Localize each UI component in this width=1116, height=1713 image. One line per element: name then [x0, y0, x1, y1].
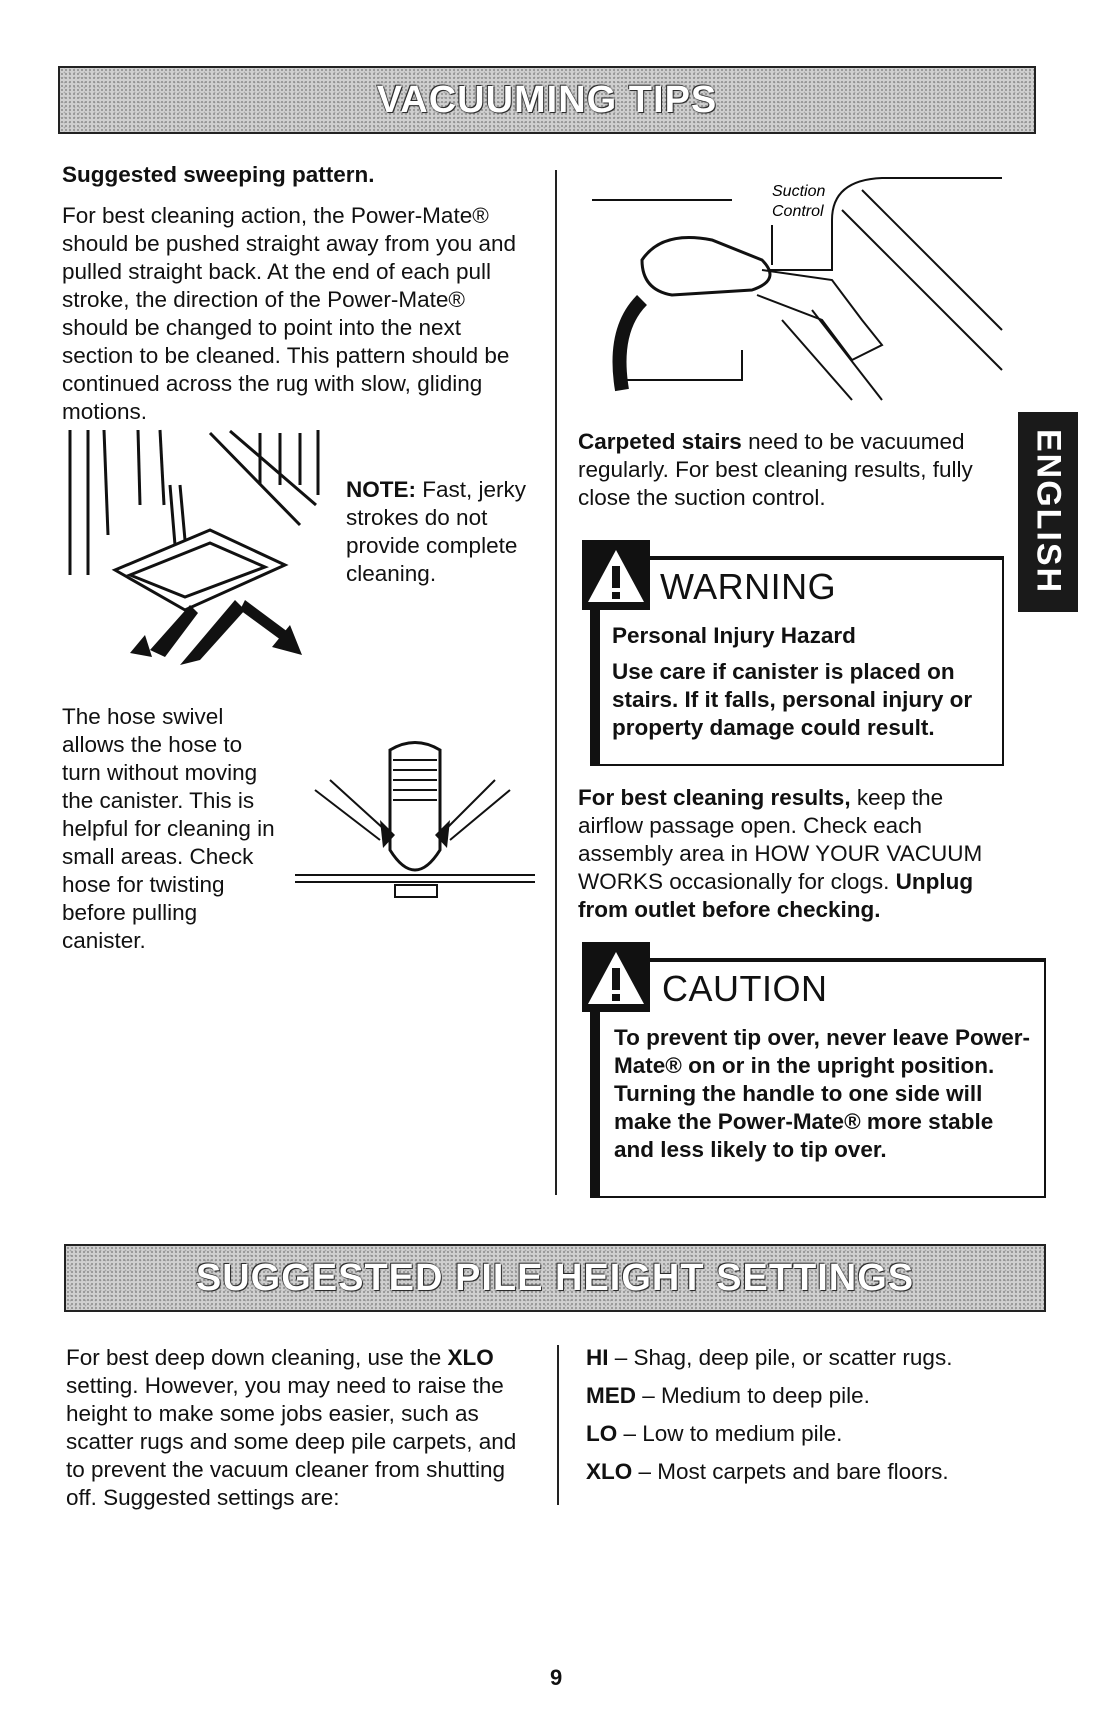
suction-control-illustration — [582, 170, 1012, 410]
banner-vacuuming-tips — [58, 66, 1036, 134]
stairs-bold: Carpeted stairs — [578, 429, 742, 454]
swivel-text: The hose swivel allows the hose to turn without moving the canister. This is helpful for cleaning in small areas. Check hose for twisting before pulling canister. — [62, 704, 275, 953]
setting-key: LO — [586, 1421, 618, 1446]
pile-intro-xlo: XLO — [447, 1345, 494, 1370]
setting-desc: – Low to medium pile. — [617, 1421, 843, 1446]
language-tab — [1018, 412, 1078, 612]
warning-leftbar — [590, 600, 600, 766]
pile-intro-c: setting. However, you may need to raise the height to make some jobs easier, such as scatter rugs and some deep pile carpets, and to prevent the vacuum cleaner from shutting off. Suggested settings are: — [66, 1373, 517, 1510]
hose-swivel-illustration — [295, 730, 535, 910]
setting-desc: – Most carpets and bare floors. — [632, 1459, 949, 1484]
warning-subtitle: Personal Injury Hazard — [612, 623, 856, 648]
sweeping-body: For best cleaning action, the Power-Mate® should be pushed straight away from you and pulled straight back. At the end of each pull stroke, the direction of the Power-Mate® should be changed to point into the next section to be cleaned. This pattern should be continued across the rug with slow, gliding motions. — [62, 203, 517, 424]
setting-desc: – Medium to deep pile. — [636, 1383, 870, 1408]
caution-text: To prevent tip over, never leave Power-Mate® on or in the upright position. Turning the handle to one side will make the Power-Mate® more stable and less likely to tip over. — [614, 1025, 1030, 1162]
bottom-column-divider — [557, 1345, 559, 1505]
warning-triangle-icon — [582, 540, 650, 610]
note-label: NOTE: — [346, 477, 416, 502]
language-tab-label: ENGLISH — [1029, 429, 1068, 595]
pile-setting-xlo — [586, 1458, 1016, 1486]
pile-setting-lo — [586, 1420, 1016, 1448]
setting-key: MED — [586, 1383, 636, 1408]
banner-pile-title: SUGGESTED PILE HEIGHT SETTINGS — [195, 1256, 915, 1299]
banner-title: VACUUMING TIPS — [376, 78, 718, 121]
setting-key: HI — [586, 1345, 609, 1370]
caution-leftbar — [590, 1002, 600, 1198]
caution-title: CAUTION — [662, 968, 828, 1009]
page-number: 9 — [550, 1665, 563, 1690]
setting-key: XLO — [586, 1459, 633, 1484]
airflow-bold2: Unplug from outlet before checking. — [578, 869, 974, 922]
note-text — [346, 476, 536, 588]
airflow-bold: For best cleaning results, — [578, 785, 851, 810]
column-divider — [555, 170, 557, 1195]
airflow-text — [578, 784, 1008, 924]
warning-title: WARNING — [660, 566, 837, 607]
pile-setting-hi — [586, 1344, 1016, 1372]
caution-triangle-icon — [582, 942, 650, 1012]
stairs-body: need to be vacuumed regularly. For best cleaning results, fully close the suction control. — [578, 429, 973, 510]
banner-pile-height — [64, 1244, 1046, 1312]
suction-label-2: Control — [772, 203, 824, 220]
suction-label-1: Suction — [772, 183, 826, 200]
pile-setting-med — [586, 1382, 1016, 1410]
pile-intro — [66, 1344, 526, 1512]
warning-text: Use care if canister is placed on stairs. If it falls, personal injury or property damage could result. — [612, 659, 973, 740]
stairs-text — [578, 428, 1008, 512]
setting-desc: – Shag, deep pile, or scatter rugs. — [608, 1345, 953, 1370]
pile-intro-a: For best deep down cleaning, use the — [66, 1345, 448, 1370]
pile-settings-list — [586, 1344, 1016, 1486]
airflow-body: keep the airflow passage open. Check each assembly area in HOW YOUR VACUUM WORKS occasionally for clogs. — [578, 785, 983, 894]
sweeping-illustration — [60, 425, 330, 665]
note-body: Fast, jerky strokes do not provide complete cleaning. — [346, 477, 527, 586]
sweeping-heading: Suggested sweeping pattern. — [62, 162, 375, 187]
